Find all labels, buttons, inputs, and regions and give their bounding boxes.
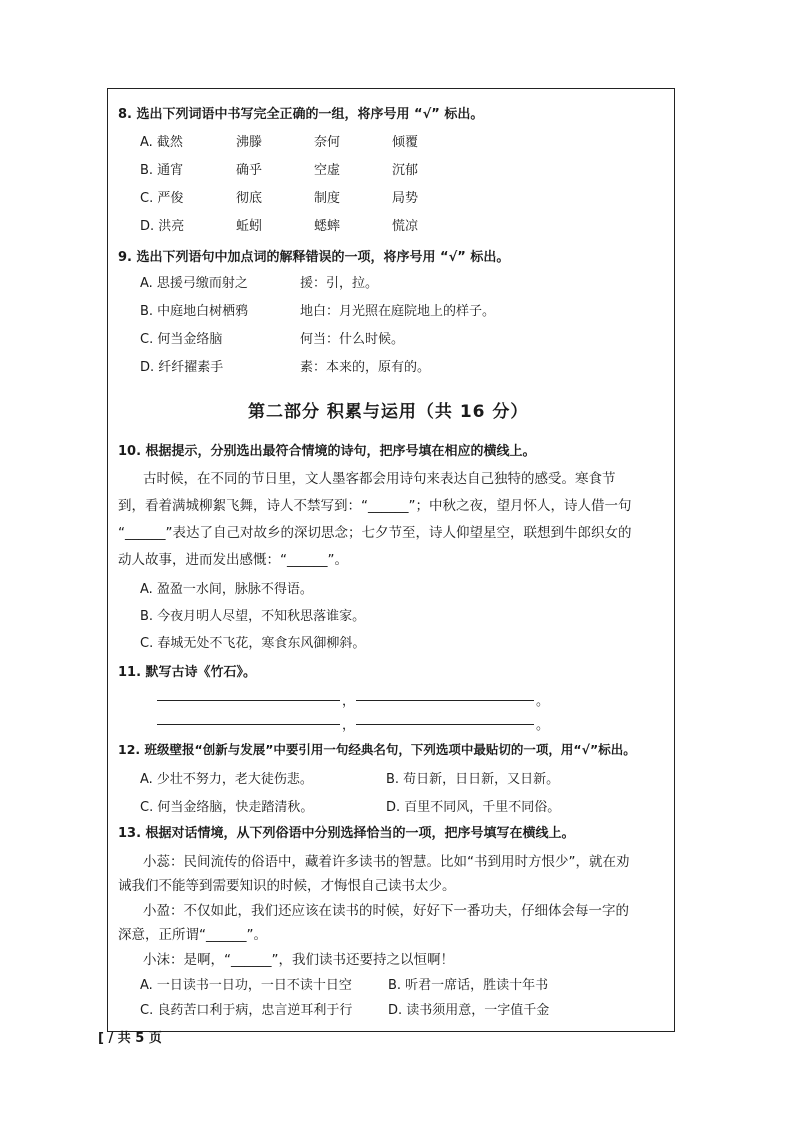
answer-line[interactable] [356,724,534,725]
q9-option-d[interactable]: D. 纤纤擢素手 [140,360,224,375]
q8-b-word: 沉郁 [392,163,419,178]
q10-stem: 10. 根据提示，分别选出最符合情境的诗句，把序号填在相应的横线上。 [118,444,536,459]
q13-option-c: C. 良药苦口利于病，忠言逆耳利于行 [140,1003,353,1018]
q9-option-b[interactable]: B. 中庭地白树栖鸦 [140,304,249,319]
q13-option-d: D. 读书须用意，一字值千金 [388,1003,550,1018]
q10-option-b: B. 今夜月明人尽望，不知秋思落谁家。 [140,609,366,624]
q10-paragraph-line: 动人故事，进而发出感慨：“______”。 [118,552,348,568]
q8-b-word: 确乎 [236,163,263,178]
q8-option-b[interactable]: B. 通宵 [140,163,184,178]
q13-dialog-line: 小蕊：民间流传的俗语中，藏着许多读书的智慧。比如“书到用时方恨少”，就在劝 [143,854,630,870]
q12-option-b[interactable]: B. 苟日新，日日新，又日新。 [386,772,560,787]
q9-option-a[interactable]: A. 思援弓缴而射之 [140,276,248,291]
q10-paragraph-line: 到，看着满城柳絮飞舞，诗人不禁写到：“______”；中秋之夜，望月怀人，诗人借一句 [118,498,632,514]
q13-dialog-line: 小沫：是啊，“______”，我们读书还要持之以恒啊！ [143,952,454,968]
comma: ， [342,694,356,709]
q8-c-word: 局势 [392,191,419,206]
period: 。 [536,694,550,709]
q8-a-word: 倾覆 [392,135,419,150]
q10-option-c: C. 春城无处不飞花，寒食东风御柳斜。 [140,636,366,651]
q8-d-word: 蚯蚓 [236,219,263,234]
q12-option-c[interactable]: C. 何当金络脑，快走踏清秋。 [140,800,314,815]
q13-dialog-line: 诫我们不能等到需要知识的时候，才悔恨自己读书太少。 [118,878,456,894]
q8-a-word: 奈何 [314,135,341,150]
q12-option-a[interactable]: A. 少壮不努力，老大徒伤悲。 [140,772,313,787]
q13-dialog-line: 小盈：不仅如此，我们还应该在读书的时候，好好下一番功夫，仔细体会每一字的 [143,903,629,919]
q8-b-word: 空虚 [314,163,341,178]
q8-c-word: 制度 [314,191,341,206]
q9-stem: 9. 选出下列语句中加点词的解释错误的一项，将序号用 “√” 标出。 [118,250,510,265]
q13-dialog-line: 深意，正所谓“______”。 [118,927,267,943]
q10-paragraph-line: 古时候，在不同的节日里，文人墨客都会用诗句来表达自己独特的感受。寒食节 [143,471,616,487]
q9-gloss-b: 地白：月光照在庭院地上的样子。 [300,304,496,319]
answer-line[interactable] [157,700,340,701]
q9-gloss-a: 援：引，拉。 [300,276,379,291]
section-heading: 第二部分 积累与运用（共 16 分） [248,402,529,422]
answer-line[interactable] [356,700,534,701]
q9-gloss-d: 素：本来的，原有的。 [300,360,431,375]
q10-option-a: A. 盈盈一水间，脉脉不得语。 [140,582,313,597]
q9-option-c[interactable]: C. 何当金络脑 [140,332,223,347]
page-number: [ / 共 5 页 [98,1031,162,1046]
q10-paragraph-line: “______”表达了自己对故乡的深切思念；七夕节至，诗人仰望星空，联想到牛郎织女的 [118,525,632,541]
q8-stem: 8. 选出下列词语中书写完全正确的一组，将序号用 “√” 标出。 [118,107,484,122]
q13-stem: 13. 根据对话情境，从下列俗语中分别选择恰当的一项，把序号填写在横线上。 [118,826,575,841]
q8-option-a[interactable]: A. 截然 [140,135,183,150]
q8-option-d[interactable]: D. 洪亮 [140,219,185,234]
q8-a-word: 沸滕 [236,135,263,150]
period: 。 [536,718,550,733]
q13-option-b: B. 听君一席话，胜读十年书 [388,978,549,993]
comma: ， [342,718,356,733]
q12-stem: 12. 班级壁报“创新与发展”中要引用一句经典名句，下列选项中最贴切的一项，用“√”标出。 [118,742,636,757]
q8-d-word: 慌凉 [392,219,419,234]
q11-stem: 11. 默写古诗《竹石》。 [118,665,257,680]
answer-line[interactable] [157,724,340,725]
q13-option-a: A. 一日读书一日功，一日不读十日空 [140,978,352,993]
q8-option-c[interactable]: C. 严俊 [140,191,184,206]
q9-gloss-c: 何当：什么时候。 [300,332,405,347]
q12-option-d[interactable]: D. 百里不同风，千里不同俗。 [386,800,561,815]
q8-d-word: 蟋蟀 [314,219,341,234]
q8-c-word: 彻底 [236,191,263,206]
